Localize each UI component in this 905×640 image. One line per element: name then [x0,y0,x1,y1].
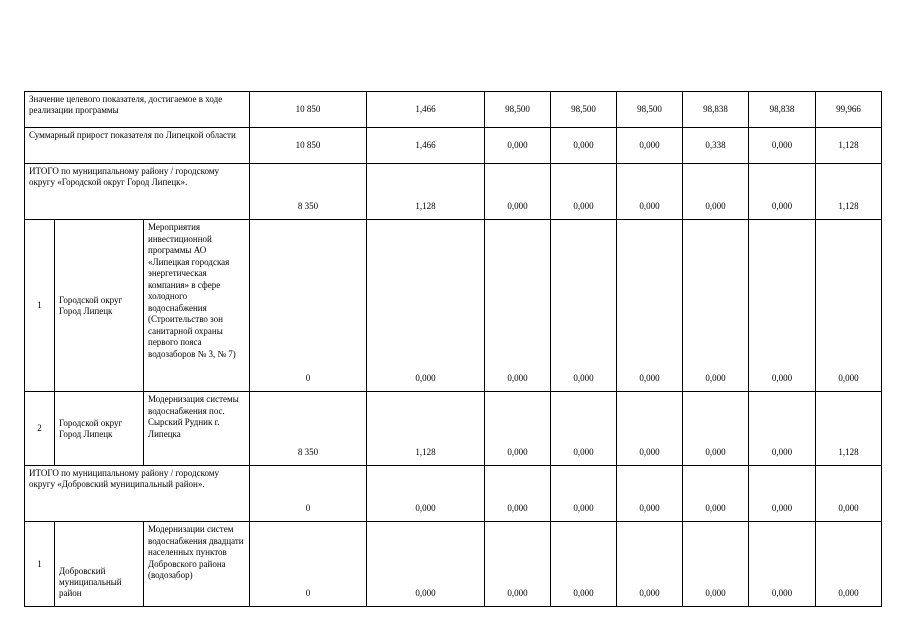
value-cell: 0,000 [551,522,617,607]
item-number: 1 [25,522,55,607]
value-cell: 0,000 [683,220,749,392]
value-cell: 1,466 [367,92,485,128]
value-cell: 99,966 [816,92,882,128]
table-row [25,92,882,128]
municipality-name: Городской округ Город Липецк [55,220,144,392]
value-cell: 0,000 [816,220,882,392]
item-number: 1 [25,220,55,392]
value-cell: 0,000 [485,164,551,220]
value-cell: 0,000 [749,220,816,392]
value-cell: 98,500 [485,92,551,128]
value-cell: 0,000 [749,164,816,220]
value-cell: 0 [250,522,367,607]
value-cell: 0,000 [485,220,551,392]
municipality-name: Добровский муниципальный район [55,522,144,607]
value-cell: 0,338 [683,128,749,164]
total-label: ИТОГО по муниципальному району / городскому округу «Городской округ Город Липецк». [25,164,250,220]
value-cell: 0,000 [683,466,749,522]
value-cell: 0 [250,466,367,522]
value-cell: 10 850 [250,128,367,164]
value-cell: 0,000 [551,164,617,220]
table-row [25,128,882,164]
value-cell: 0,000 [749,522,816,607]
municipality-name: Городской округ Город Липецк [55,392,144,466]
value-cell: 8 350 [250,164,367,220]
measure-description: Модернизации систем водоснабжения двадцати населенных пунктов Добровского района (водозабор) [144,522,250,607]
table-row [25,164,882,220]
table-row [25,392,882,466]
value-cell: 1,466 [367,128,485,164]
value-cell: 0,000 [816,522,882,607]
row-label: Суммарный прирост показателя по Липецкой области [25,128,250,164]
value-cell: 0,000 [485,522,551,607]
value-cell: 0,000 [749,128,816,164]
value-cell: 98,838 [683,92,749,128]
value-cell: 0,000 [683,522,749,607]
value-cell: 98,500 [551,92,617,128]
value-cell: 0,000 [617,466,683,522]
value-cell: 0,000 [749,466,816,522]
table-row [25,522,882,607]
value-cell: 0,000 [617,128,683,164]
value-cell: 0,000 [617,522,683,607]
value-cell: 1,128 [367,164,485,220]
value-cell: 0,000 [749,392,816,466]
value-cell: 0,000 [617,392,683,466]
value-cell: 0,000 [617,220,683,392]
value-cell: 0,000 [367,466,485,522]
value-cell: 1,128 [816,392,882,466]
value-cell: 0,000 [485,392,551,466]
value-cell: 0,000 [551,466,617,522]
value-cell: 0,000 [485,466,551,522]
value-cell: 8 350 [250,392,367,466]
total-label: ИТОГО по муниципальному району / городскому округу «Добровский муниципальный район». [25,466,250,522]
measure-description: Мероприятия инвестиционной программы АО «Липецкая городская энергетическая компания» в сфере холодного водоснабжения (Строительство зон санитарной охраны первого пояса водозаборов № 3, № 7) [144,220,250,392]
value-cell: 0,000 [683,392,749,466]
row-label: Значение целевого показателя, достигаемое в ходе реализации программы [25,92,250,128]
value-cell: 98,838 [749,92,816,128]
value-cell: 1,128 [816,128,882,164]
value-cell: 1,128 [367,392,485,466]
value-cell: 0,000 [617,164,683,220]
value-cell: 0,000 [551,220,617,392]
value-cell: 98,500 [617,92,683,128]
value-cell: 0,000 [551,392,617,466]
table-row [25,466,882,522]
value-cell: 0,000 [367,220,485,392]
item-number: 2 [25,392,55,466]
value-cell: 0,000 [485,128,551,164]
value-cell: 0,000 [816,466,882,522]
value-cell: 10 850 [250,92,367,128]
value-cell: 0,000 [683,164,749,220]
value-cell: 0,000 [551,128,617,164]
indicator-table [24,91,882,607]
value-cell: 0 [250,220,367,392]
value-cell: 0,000 [367,522,485,607]
measure-description: Модернизация системы водоснабжения пос. Сырский Рудник г. Липецка [144,392,250,466]
value-cell: 1,128 [816,164,882,220]
table-row [25,220,882,392]
